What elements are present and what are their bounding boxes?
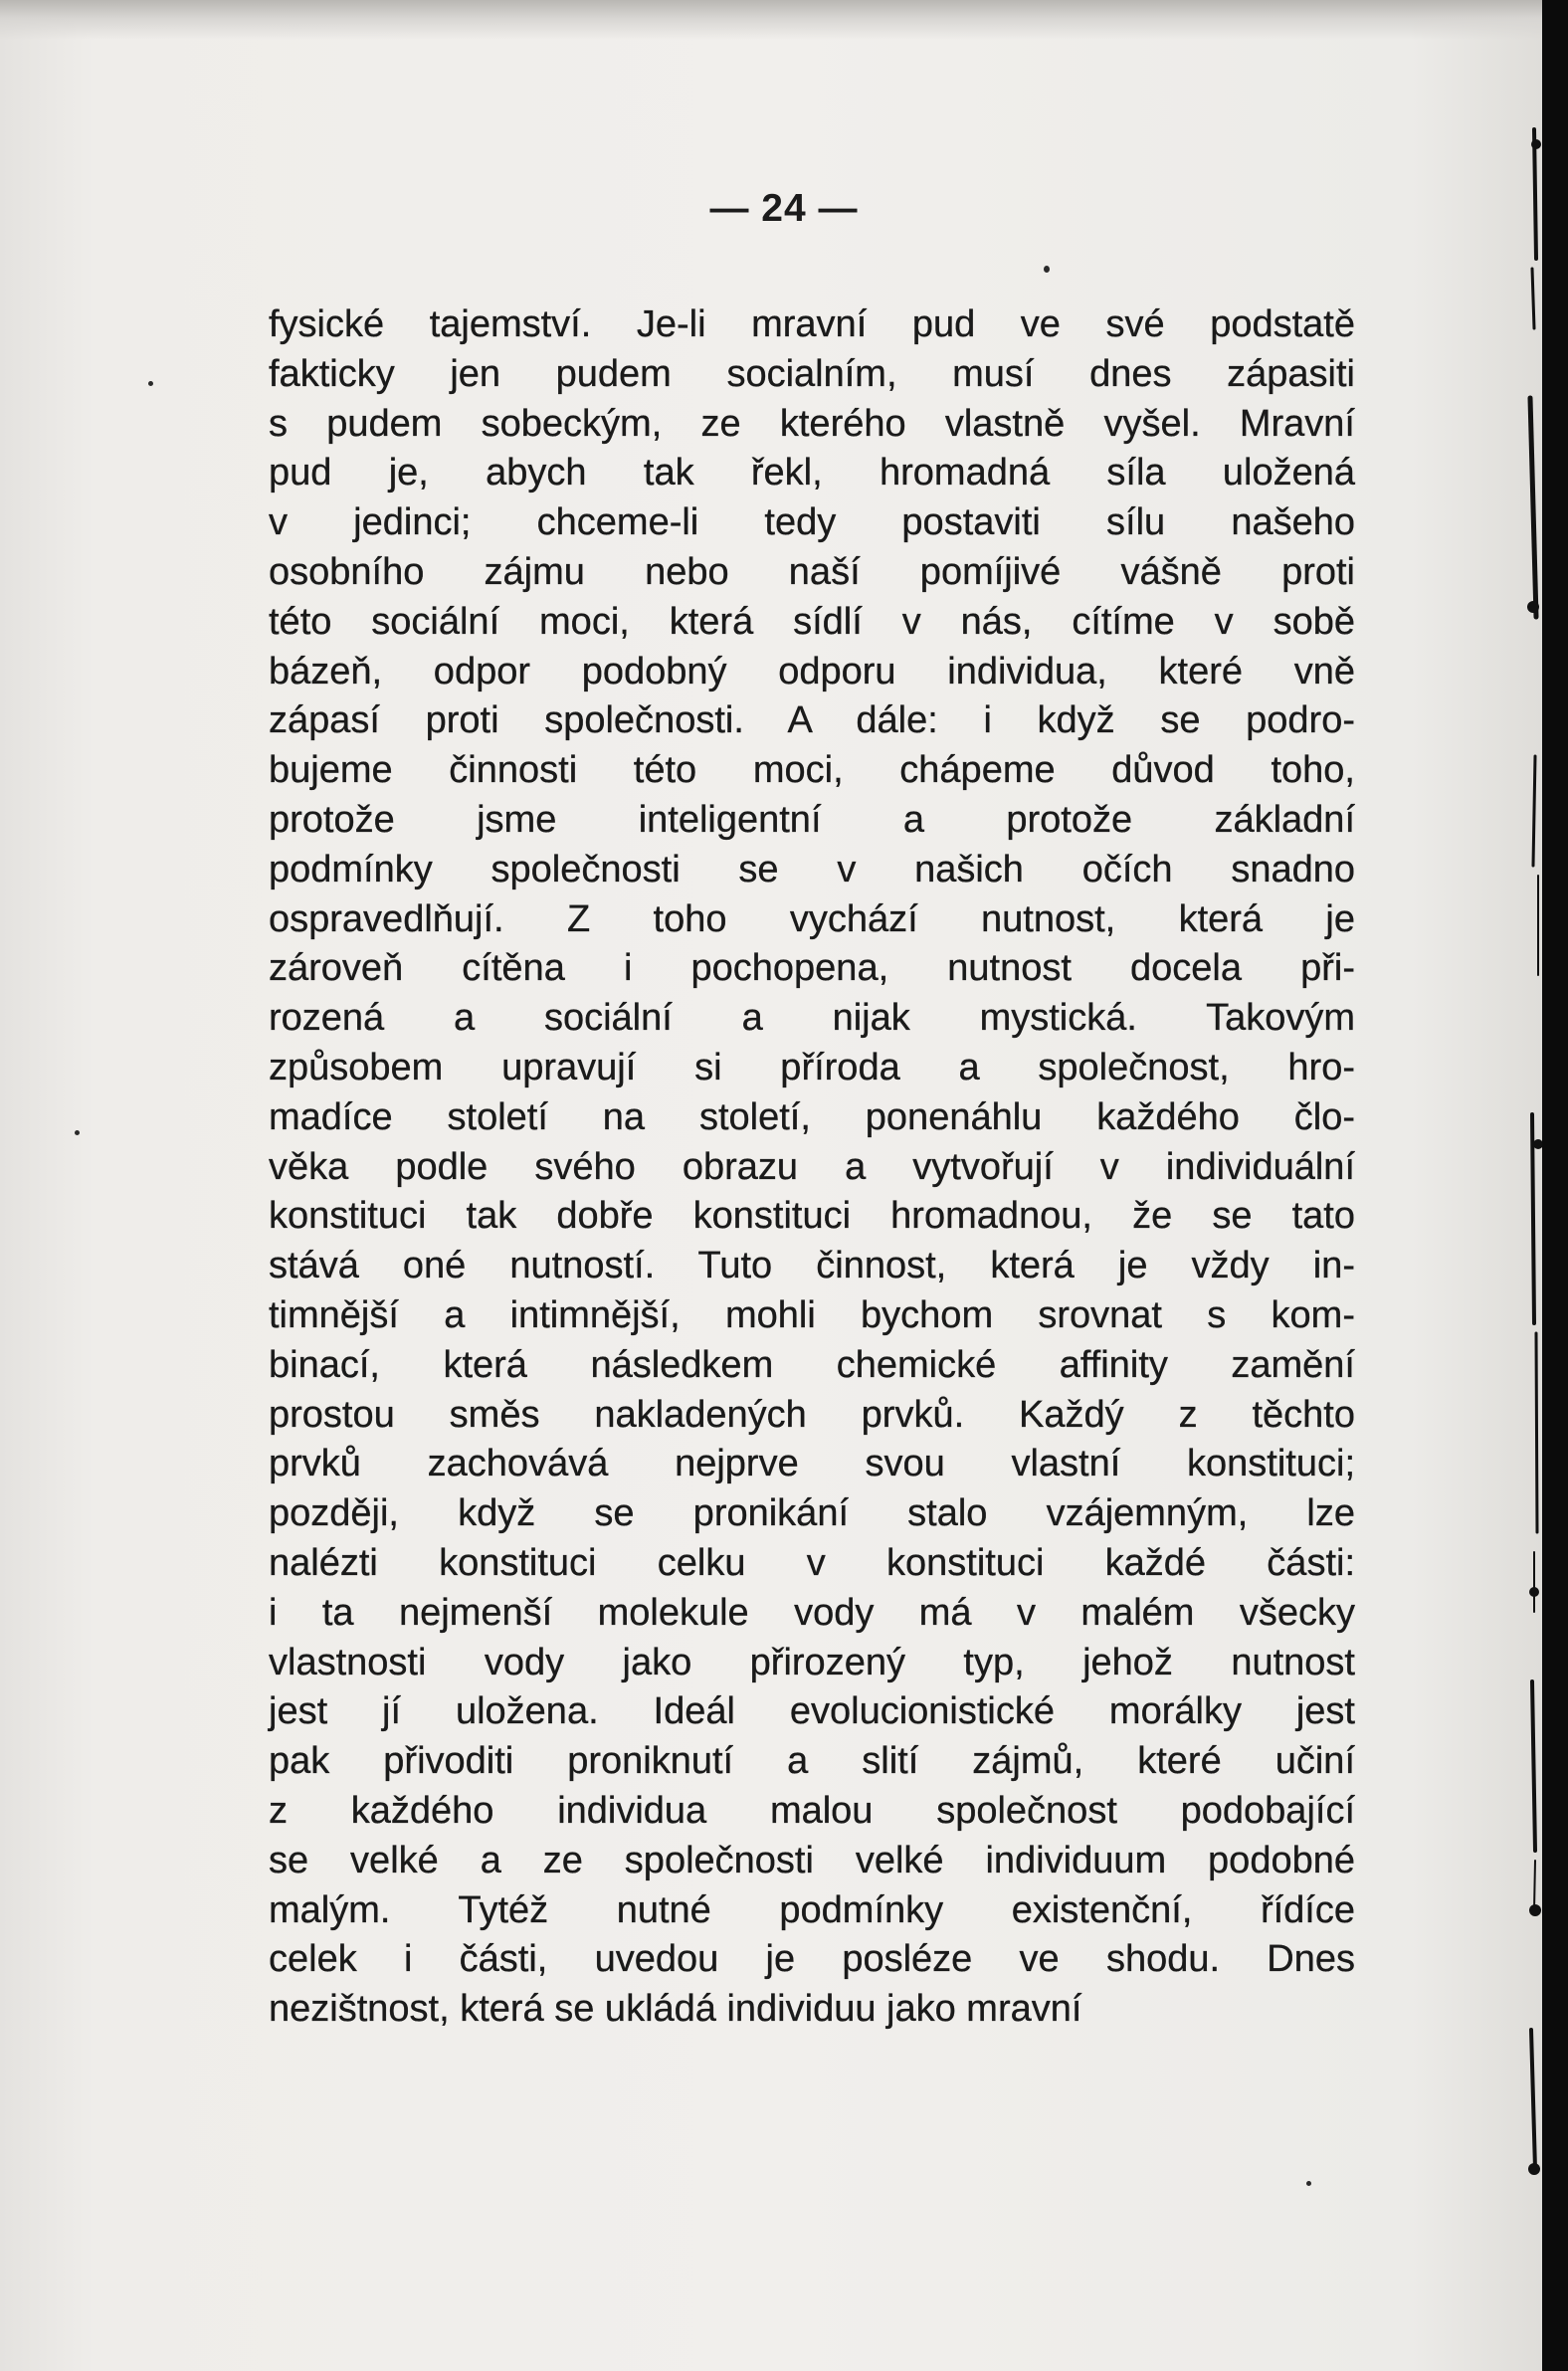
text-line: nezištnost, která se ukládá individuu jako mravní <box>269 1988 1082 2031</box>
text-line: podmínky společnosti se v našich očích snadno <box>269 848 1355 890</box>
text-line: věka podle svého obrazu a vytvořují v individuální <box>269 1145 1355 1188</box>
text-line: později, když se pronikání stalo vzájemným, lze <box>269 1492 1355 1535</box>
ink-speck <box>148 381 153 386</box>
text-line: se velké a ze společnosti velké individuum podobné <box>269 1839 1355 1881</box>
text-line: bujeme činnosti této moci, chápeme důvod toho, <box>269 749 1355 792</box>
text-line: s pudem sobeckým, ze kterého vlastně vyšel. Mravní <box>269 402 1355 445</box>
page-number: — 24 — <box>709 187 859 230</box>
text-line: pak přivoditi proniknutí a slití zájmů, které učiní <box>269 1740 1355 1783</box>
text-line: fysické tajemství. Je-li mravní pud ve své podstatě <box>269 303 1355 345</box>
text-line: pud je, abych tak řekl, hromadná síla uložená <box>269 452 1355 494</box>
text-line: ospravedlňují. Z toho vychází nutnost, která je <box>269 897 1355 940</box>
text-line: vlastnosti vody jako přirozený typ, jehož nutnost <box>269 1641 1355 1683</box>
text-line: zápasí proti společnosti. A dále: i když se podro- <box>269 699 1355 742</box>
text-line: v jedinci; chceme-li tedy postaviti sílu našeho <box>269 501 1355 544</box>
ink-speck <box>1044 266 1050 273</box>
text-line: malým. Tytéž nutné podmínky existenční, řídíce <box>269 1888 1355 1931</box>
text-line: i ta nejmenší molekule vody má v malém všecky <box>269 1591 1355 1634</box>
text-line: prvků zachovává nejprve svou vlastní konstituci; <box>269 1443 1355 1485</box>
ink-speck <box>1306 2181 1311 2186</box>
text-line: fakticky jen pudem socialním, musí dnes zápasiti <box>269 352 1355 395</box>
text-line: bázeň, odpor podobný odporu individua, které vně <box>269 650 1355 692</box>
ink-speck <box>75 1130 80 1135</box>
text-line: stává oné nutností. Tuto činnost, která je vždy in- <box>269 1245 1355 1287</box>
text-line: madíce století na století, ponenáhlu každého člo- <box>269 1095 1355 1138</box>
body-paragraph <box>269 300 1355 2035</box>
page-top-shadow <box>0 0 1568 40</box>
text-line: timnější a intimnější, mohli bychom srovnat s kom- <box>269 1293 1355 1336</box>
right-binding-edge <box>1542 0 1568 2371</box>
text-line: konstituci tak dobře konstituci hromadnou, že se tato <box>269 1195 1355 1238</box>
text-line: osobního zájmu nebo naší pomíjivé vášně proti <box>269 550 1355 593</box>
text-line: zároveň cítěna i pochopena, nutnost docela při- <box>269 947 1355 990</box>
text-line: protože jsme inteligentní a protože základní <box>269 798 1355 841</box>
text-line: celek i části, uvedou je posléze ve shodu. Dnes <box>269 1938 1355 1981</box>
text-line: z každého individua malou společnost podobající <box>269 1789 1355 1832</box>
text-line: prostou směs nakladených prvků. Každý z těchto <box>269 1393 1355 1436</box>
text-line: nalézti konstituci celku v konstituci každé části: <box>269 1541 1355 1584</box>
text-line: rozená a sociální a nijak mystická. Takovým <box>269 997 1355 1040</box>
text-line: této sociální moci, která sídlí v nás, cítíme v sobě <box>269 600 1355 643</box>
text-line: jest jí uložena. Ideál evolucionistické morálky jest <box>269 1690 1355 1733</box>
text-line: způsobem upravují si příroda a společnost, hro- <box>269 1046 1355 1088</box>
text-line: binací, která následkem chemické affinity zamění <box>269 1343 1355 1386</box>
